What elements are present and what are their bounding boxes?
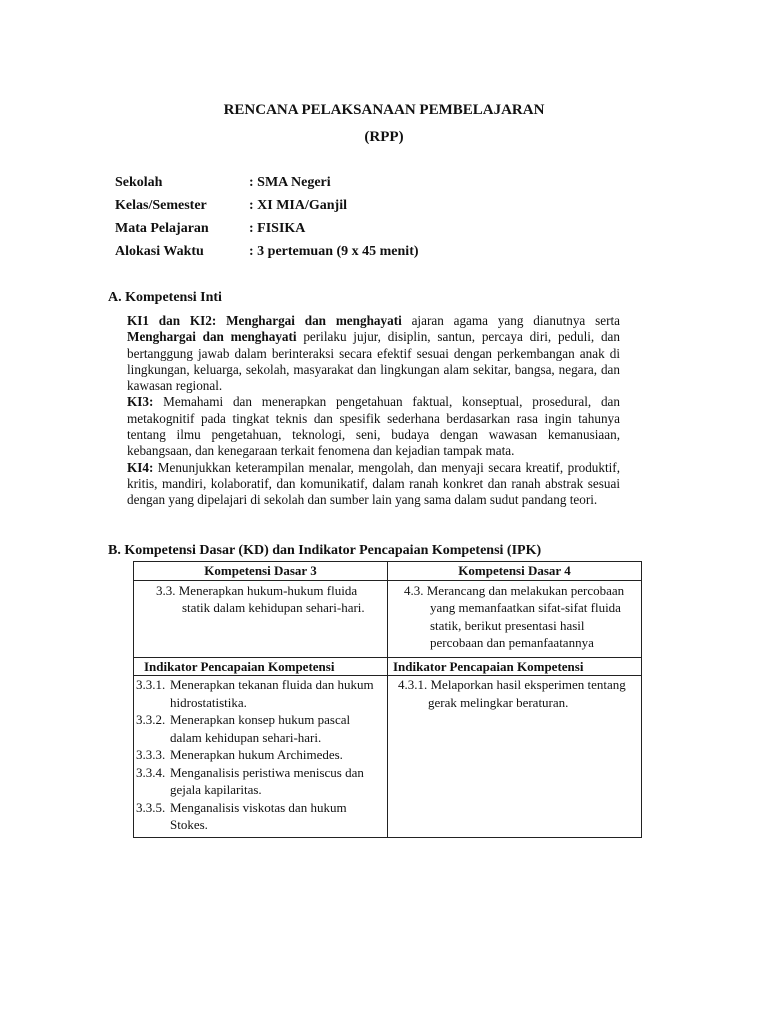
ipk4-text: 4.3.1. Melaporkan hasil eksperimen tentang gerak melingkar beraturan. bbox=[398, 677, 626, 710]
kd-content-row bbox=[134, 580, 642, 657]
section-b-heading: B. Kompetensi Dasar (KD) dan Indikator Pencapaian Kompetensi (IPK) bbox=[108, 543, 542, 558]
core-competency-block bbox=[127, 313, 620, 509]
ki4-label: KI4: bbox=[127, 459, 154, 475]
kd4-header: Kompetensi Dasar 4 bbox=[388, 562, 642, 581]
ipk-item bbox=[136, 676, 383, 711]
ipk-text: Menerapkan tekanan fluida dan hukum hidrostatistika. bbox=[170, 677, 374, 710]
kd3-header: Kompetensi Dasar 3 bbox=[134, 562, 388, 581]
document-subtitle: (RPP) bbox=[364, 129, 404, 145]
ipk4-header: Indikator Pencapaian Kompetensi bbox=[388, 657, 642, 676]
ipk-text: Menerapkan hukum Archimedes. bbox=[170, 747, 343, 762]
ipk-number: 3.3.4. bbox=[136, 764, 166, 780]
ipk-item bbox=[136, 799, 383, 834]
ipk-number: 3.3.2. bbox=[136, 712, 166, 727]
ipk-header-row bbox=[134, 657, 642, 676]
ipk-item bbox=[136, 746, 383, 764]
meta-value: : 3 pertemuan (9 x 45 menit) bbox=[249, 244, 419, 259]
ipk-text: Menganalisis peristiwa meniscus dan gejala kapilaritas. bbox=[170, 764, 364, 797]
ki4-paragraph: KI4: Menunjukkan keterampilan menalar, mengolah, dan menyaji secara kreatif, produktif, kritis, mandiri, kolaboratif, dan komunikatif, dalam ranah konkret dan ranah abstrak sesuai dengan yang dipelajari di sekolah dan sumber lain yang sama dalam sudut pandang teori. bbox=[127, 459, 620, 508]
ipk-number: 3.3.1. bbox=[136, 677, 166, 692]
kd-ipk-table bbox=[133, 561, 642, 838]
kd4-cell bbox=[388, 580, 642, 657]
meta-key: Sekolah bbox=[115, 175, 163, 190]
meta-value: : FISIKA bbox=[249, 221, 306, 236]
ki12-label: KI1 dan KI2: Menghargai dan menghayati bbox=[127, 313, 402, 328]
ipk3-header: Indikator Pencapaian Kompetensi bbox=[134, 657, 388, 676]
meta-key: Alokasi Waktu bbox=[115, 244, 204, 259]
kd-header-row bbox=[134, 562, 642, 581]
kd3-text: 3.3. Menerapkan hukum-hukum fluida statik dalam kehidupan sehari-hari. bbox=[156, 582, 365, 615]
document-title: RENCANA PELAKSANAAN PEMBELAJARAN bbox=[223, 102, 545, 118]
ipk-text: Menerapkan konsep hukum pascal dalam kehidupan sehari-hari. bbox=[170, 712, 351, 745]
meta-key: Mata Pelajaran bbox=[115, 221, 209, 236]
ki3-label: KI3: bbox=[127, 394, 154, 410]
kd3-cell bbox=[134, 580, 388, 657]
ki1-ki2-paragraph: KI1 dan KI2: Menghargai dan menghayati ajaran agama yang dianutnya serta Menghargai dan menghayati perilaku jujur, disiplin, santun, percaya diri, peduli, dan bertanggung jawab dalam berinteraksi secara efektif sesuai dengan perkembangan anak di lingkungan, keluarga, sekolah, masyarakat dan lingkungan alam sekitar, bangsa, negara, dan kawasan regional. bbox=[127, 313, 620, 394]
meta-value: : SMA Negeri bbox=[249, 175, 331, 190]
meta-key: Kelas/Semester bbox=[115, 198, 207, 213]
ipk-number: 3.3.3. bbox=[136, 747, 166, 762]
ipk-text: Menganalisis viskotas dan hukum Stokes. bbox=[170, 799, 347, 832]
ipk-item bbox=[136, 764, 383, 799]
ipk3-cell bbox=[134, 676, 388, 838]
ipk-number: 3.3.5. bbox=[136, 799, 166, 815]
ipk4-cell bbox=[388, 676, 642, 838]
ipk-content-row bbox=[134, 676, 642, 838]
meta-value: : XI MIA/Ganjil bbox=[249, 198, 347, 213]
ki3-paragraph: KI3: Memahami dan menerapkan pengetahuan faktual, konseptual, prosedural, dan metakognitif pada tingkat teknis dan spesifik sederhana berdasarkan rasa ingin tahunya tentang ilmu pengetahuan, teknologi, seni, budaya dengan wawasan kemanusiaan, kebangsaan, dan kenegaraan terkait fenomena dan kejadian tampak mata. bbox=[127, 394, 620, 459]
kd4-text: 4.3. Merancang dan melakukan percobaan yang memanfaatkan sifat-sifat fluida statik, berikut presentasi hasil percobaan dan pemanfaatannya bbox=[404, 582, 625, 650]
section-a-heading: A. Kompetensi Inti bbox=[108, 290, 222, 305]
ipk-item bbox=[136, 711, 383, 746]
